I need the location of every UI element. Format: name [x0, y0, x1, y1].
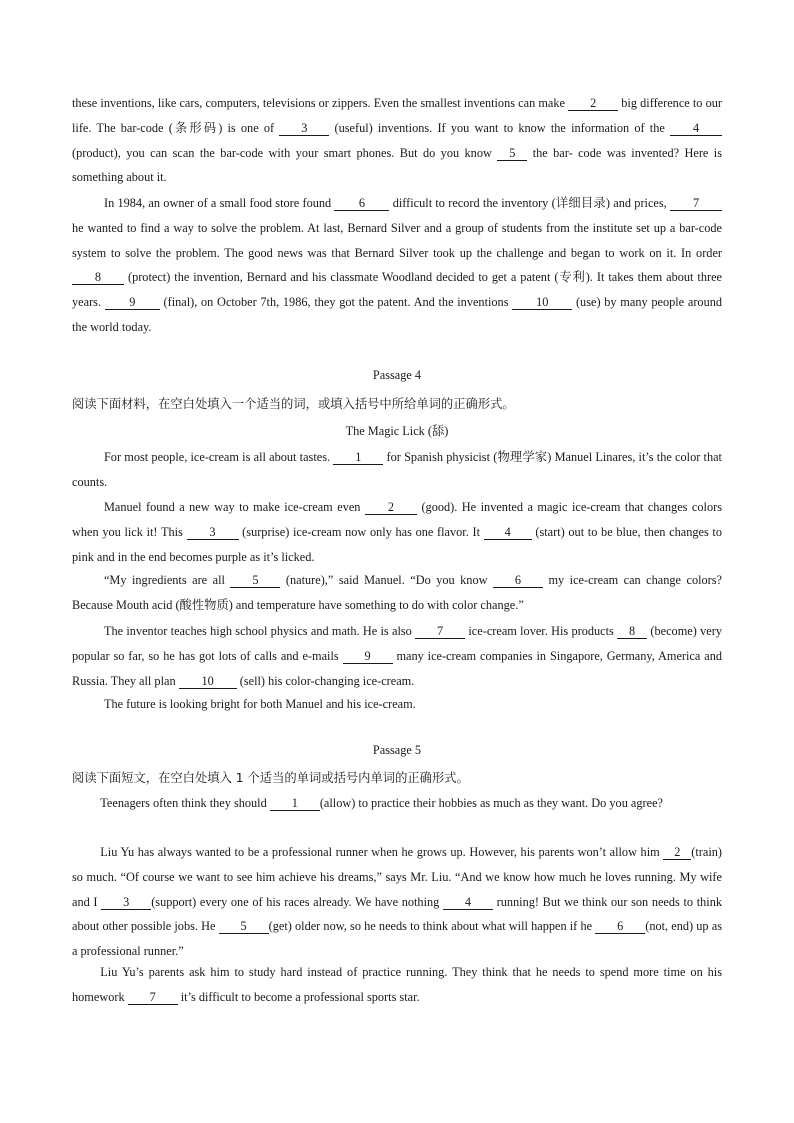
blank-p5-7[interactable]: 7 — [128, 990, 178, 1005]
passage4-paragraph-1: For most people, ice-cream is all about tastes. 1 for Spanish physicist (物理学家) Manuel Linares, it’s the color that counts. — [72, 450, 722, 489]
passage4-paragraph-3: “My ingredients are all 5 (nature),” said Manuel. “Do you know 6 my ice-cream can change colors? Because Mouth acid (酸性物质) and temperature have something to do with color change.” — [72, 573, 722, 612]
passage4-paragraph-4: The inventor teaches high school physics and math. He is also 7 ice-cream lover. His products 8 (become) very popular so far, so he has got lots of calls and e-mails 9 many ice-cream companies in Singapore, Germany, America and Russia. They all plan 10 (sell) his color-changing ice-cream. — [72, 624, 722, 688]
passage3-paragraph-2: In 1984, an owner of a small food store found 6 difficult to record the inventory (详细目录) and prices, 7 he wanted to find a way to solve the problem. At last, Bernard Silver and a group of students from the institute set up a bar-code system to solve the problem. The good news was that Bernard Silver took up the challenge and began to work on it. In order 8 (protect) the invention, Bernard and his classmate Woodland decided to get a patent (专利). It takes them about three years. 9 (final), on October 7th, 1986, they got the patent. And the inventions 10 (use) by many people around the world today. — [72, 196, 723, 334]
blank-p3-9[interactable]: 9 — [105, 295, 160, 310]
blank-p5-5[interactable]: 5 — [219, 919, 269, 934]
blank-p4-3[interactable]: 3 — [187, 525, 239, 540]
passage5-instruction: 阅读下面短文，在空白处填入 1 个适当的单词或括号内单词的正确形式。 — [72, 771, 469, 785]
passage4-paragraph-2: Manuel found a new way to make ice-cream even 2 (good). He invented a magic ice-cream that changes colors when you lick it! This 3 (surprise) ice-cream now only has one flavor. It 4 (start) out to be blue, then changes to pink and in the end becomes purple as it’s licked. — [72, 500, 722, 564]
blank-p3-6[interactable]: 6 — [334, 196, 389, 211]
blank-p3-5[interactable]: 5 — [497, 146, 527, 161]
blank-p4-8[interactable]: 8 — [617, 624, 647, 639]
passage4-instruction: 阅读下面材料，在空白处填入一个适当的词，或填入括号中所给单词的正确形式。 — [72, 397, 515, 411]
passage3-paragraph-1: these inventions, like cars, computers, televisions or zippers. Even the smallest inventions can make 2 big difference to our life. The bar-code (条形码) is one of 3 (useful) inventions. If you want to know the information of the 4 (product), you can scan the bar-code with your smart phones. But do you know 5 the bar- code was invented? Here is something about it. — [72, 96, 722, 185]
blank-p5-6[interactable]: 6 — [595, 919, 645, 934]
blank-p5-1[interactable]: 1 — [270, 796, 320, 811]
passage5-heading: Passage 5 — [372, 743, 422, 757]
passage4-title: The Magic Lick (舔) — [345, 424, 449, 438]
blank-p5-4[interactable]: 4 — [443, 895, 493, 910]
blank-p3-8[interactable]: 8 — [72, 270, 124, 285]
blank-p4-7[interactable]: 7 — [415, 624, 465, 639]
blank-p5-2[interactable]: 2 — [663, 845, 691, 860]
blank-p4-6[interactable]: 6 — [493, 573, 543, 588]
blank-p4-1[interactable]: 1 — [333, 450, 383, 465]
blank-p3-7[interactable]: 7 — [670, 196, 722, 211]
passage5-paragraph-1: Teenagers often think they should 1 (allow) to practice their hobbies as much as they want. Do you agree? — [100, 796, 663, 810]
blank-p4-2[interactable]: 2 — [365, 500, 417, 515]
blank-p4-4[interactable]: 4 — [484, 525, 532, 540]
blank-p4-10[interactable]: 10 — [179, 674, 237, 689]
passage5-paragraph-3: Liu Yu’s parents ask him to study hard instead of practice running. They think that he needs to spend more time on his homework 7 it’s difficult to become a professional sports star. — [72, 965, 722, 1004]
blank-p5-3[interactable]: 3 — [101, 895, 151, 910]
passage4-heading: Passage 4 — [372, 368, 422, 382]
passage5-paragraph-2: Liu Yu has always wanted to be a professional runner when he grows up. However, his parents won’t allow him 2 (train) so much. “Of course we want to see him achieve his dreams,” says Mr. Liu. “And we know how much he loves running. My wife and I 3 (support) every one of his races already. We have nothing 4 running! But we think our son needs to think about other possible jobs. He 5 (get) older now, so he needs to think about what will happen if he 6 (not, end) up as a professional runner.” — [72, 845, 722, 959]
blank-p3-2[interactable]: 2 — [568, 96, 618, 111]
blank-p4-9[interactable]: 9 — [343, 649, 393, 664]
blank-p3-10[interactable]: 10 — [512, 295, 572, 310]
blank-p4-5[interactable]: 5 — [230, 573, 280, 588]
blank-p3-3[interactable]: 3 — [279, 121, 329, 136]
blank-p3-4[interactable]: 4 — [670, 121, 722, 136]
passage4-paragraph-5: The future is looking bright for both Manuel and his ice-cream. — [103, 697, 416, 711]
